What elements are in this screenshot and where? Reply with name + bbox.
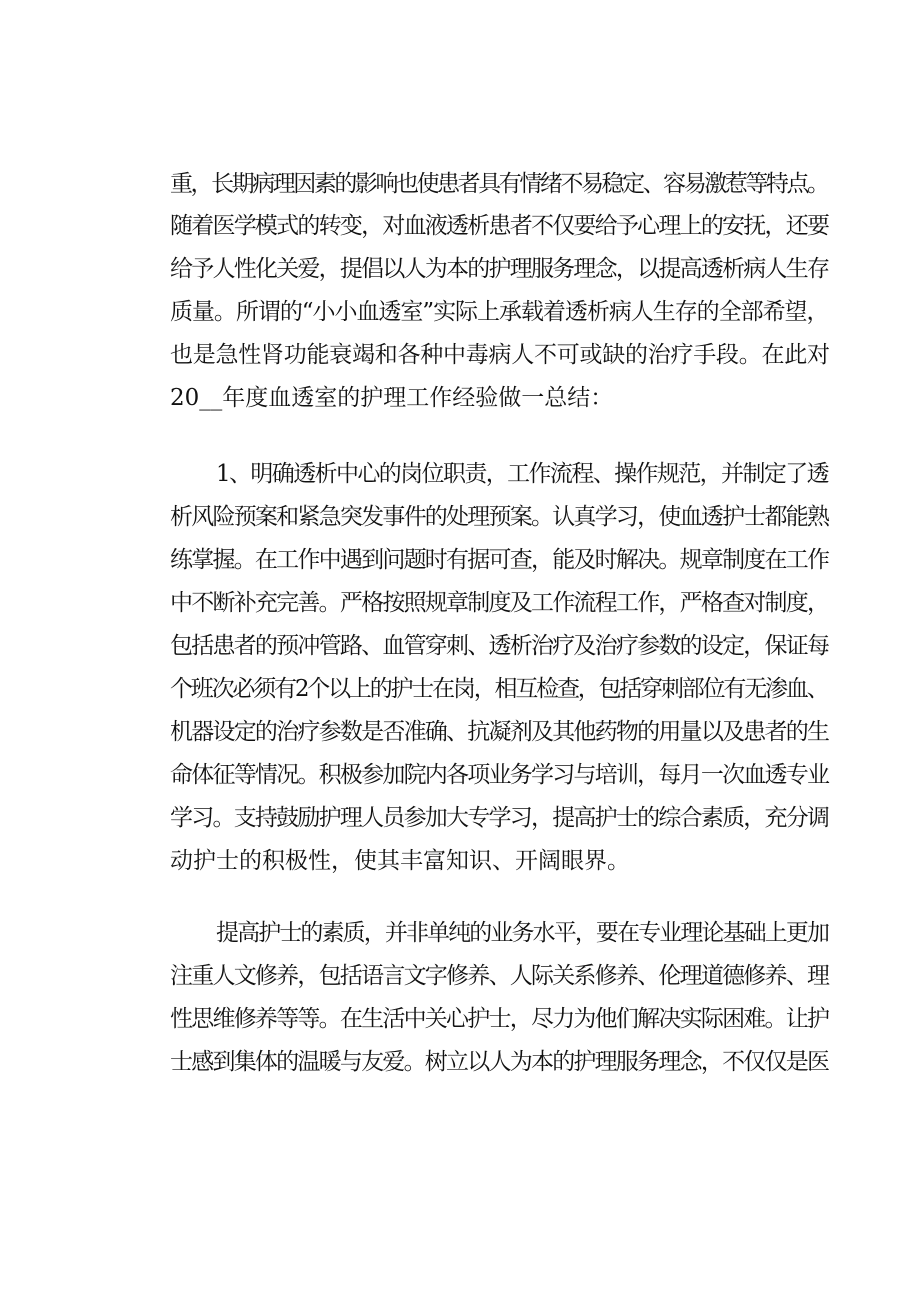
text-line: 也是急性肾功能衰竭和各种中毒病人不可或缺的治疗手段。在此对 <box>170 342 830 368</box>
text-line: 性思维修养等等。在生活中关心护士，尽力为他们解决实际困难。让护 <box>170 1006 829 1032</box>
text-line: 个班次必须有2个以上的护士在岗，相互检查，包括穿刺部位有无渗血、 <box>170 676 828 702</box>
text-line: 中不断补充完善。严格按照规章制度及工作流程工作，严格查对制度， <box>170 590 829 616</box>
text-line: 命体征等情况。积极参加院内各项业务学习与培训，每月一次血透专业 <box>170 762 829 788</box>
text-line: 重，长期病理因素的影响也使患者具有情绪不易稳定、容易激惹等特点。 <box>170 171 828 197</box>
text-line: 学习。支持鼓励护理人员参加大专学习，提高护士的综合素质，充分调 <box>170 805 829 831</box>
text-line: 1、明确透析中心的岗位职责，工作流程、操作规范，并制定了透 <box>216 461 829 487</box>
text-line: 20__年度血透室的护理工作经验做一总结： <box>170 385 614 411</box>
text-line: 质量。所谓的“小小血透室”实际上承载着透析病人生存的全部希望， <box>170 299 829 325</box>
text-line: 析风险预案和紧急突发事件的处理预案。认真学习，使血透护士都能熟 <box>170 504 829 530</box>
text-line: 随着医学模式的转变，对血液透析患者不仅要给予心理上的安抚，还要 <box>170 213 829 239</box>
text-line: 给予人性化关爱，提倡以人为本的护理服务理念，以提高透析病人生存 <box>170 256 829 282</box>
text-line: 机器设定的治疗参数是否准确、抗凝剂及其他药物的用量以及患者的生 <box>170 719 829 745</box>
text-line: 练掌握。在工作中遇到问题时有据可查，能及时解决。规章制度在工作 <box>170 547 829 573</box>
text-line: 提高护士的素质，并非单纯的业务水平，要在专业理论基础上更加 <box>216 920 829 946</box>
text-line: 注重人文修养，包括语言文字修养、人际关系修养、伦理道德修养、理 <box>170 963 829 989</box>
text-line: 士感到集体的温暖与友爱。树立以人为本的护理服务理念，不仅仅是医 <box>170 1049 829 1075</box>
text-line: 动护士的积极性，使其丰富知识、开阔眼界。 <box>170 848 630 874</box>
text-line: 包括患者的预冲管路、血管穿刺、透析治疗及治疗参数的设定，保证每 <box>170 633 829 659</box>
